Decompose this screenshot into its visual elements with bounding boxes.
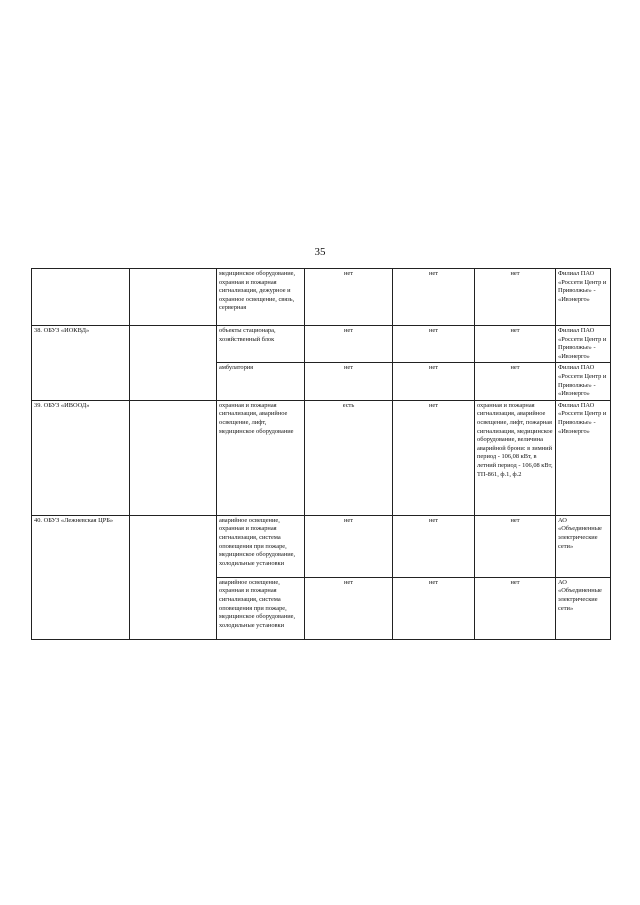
status-cell: нет [393, 269, 475, 326]
status-cell: нет [305, 363, 393, 400]
facility-cell: аварийное освещение, охранная и пожарная сигнализация, система оповещения при пожаре, медицинское оборудование, холодильные установки [217, 515, 305, 577]
status-cell: нет [393, 326, 475, 363]
reserve-power-table [31, 268, 611, 640]
empty-cell [130, 326, 217, 401]
status-cell: нет [305, 515, 393, 577]
details-cell: нет [475, 269, 556, 326]
supplier-cell: Филиал ПАО «Россети Центр и Приволжье» - «Ивэнерго» [556, 400, 611, 515]
status-cell: нет [393, 515, 475, 577]
supplier-cell: Филиал ПАО «Россети Центр и Приволжье» - «Ивэнерго» [556, 269, 611, 326]
org-cell: 40. ОБУЗ «Лежневская ЦРБ» [32, 515, 130, 639]
facility-cell: медицинское оборудование, охранная и пожарная сигнализация, дежурное и охранное освещение, связь, серверная [217, 269, 305, 326]
details-cell: нет [475, 363, 556, 400]
status-cell: нет [305, 326, 393, 363]
status-cell: нет [393, 577, 475, 639]
supplier-cell: АО «Объединенные электрические сети» [556, 515, 611, 577]
status-cell: есть [305, 400, 393, 515]
supplier-cell: Филиал ПАО «Россети Центр и Приволжье» - «Ивэнерго» [556, 326, 611, 363]
details-cell: нет [475, 515, 556, 577]
supplier-cell: Филиал ПАО «Россети Центр и Приволжье» - «Ивэнерго» [556, 363, 611, 400]
org-cell [32, 269, 130, 326]
table-row [32, 400, 611, 515]
facility-cell: охранная и пожарная сигнализация, аварийное освещение, лифт, медицинское оборудование [217, 400, 305, 515]
details-cell: нет [475, 577, 556, 639]
status-cell: нет [393, 363, 475, 400]
page-number: 35 [314, 246, 326, 258]
facility-cell: амбулатория [217, 363, 305, 400]
facility-cell: аварийное освещение, охранная и пожарная сигнализация, система оповещения при пожаре, медицинское оборудование, холодильные установки [217, 577, 305, 639]
org-cell: 39. ОБУЗ «ИВООД» [32, 400, 130, 515]
status-cell: нет [393, 400, 475, 515]
facility-cell: объекты стационара, хозяйственный блок [217, 326, 305, 363]
table-row [32, 326, 611, 363]
details-cell: нет [475, 326, 556, 363]
org-cell: 38. ОБУЗ «ИОКВД» [32, 326, 130, 401]
status-cell: нет [305, 269, 393, 326]
empty-cell [130, 515, 217, 639]
table-row [32, 269, 611, 326]
empty-cell [130, 269, 217, 326]
supplier-cell: АО «Объединенные электрические сети» [556, 577, 611, 639]
details-cell: охранная и пожарная сигнализация, аварийное освещение, лифт, пожарная сигнализация, медицинское оборудование, величина аварийной брони: в зимний период - 106,08 кВт, в летний период - 106,08 кВт, ТП-861, ф.1, ф.2 [475, 400, 556, 515]
status-cell: нет [305, 577, 393, 639]
empty-cell [130, 400, 217, 515]
table-row [32, 515, 611, 577]
